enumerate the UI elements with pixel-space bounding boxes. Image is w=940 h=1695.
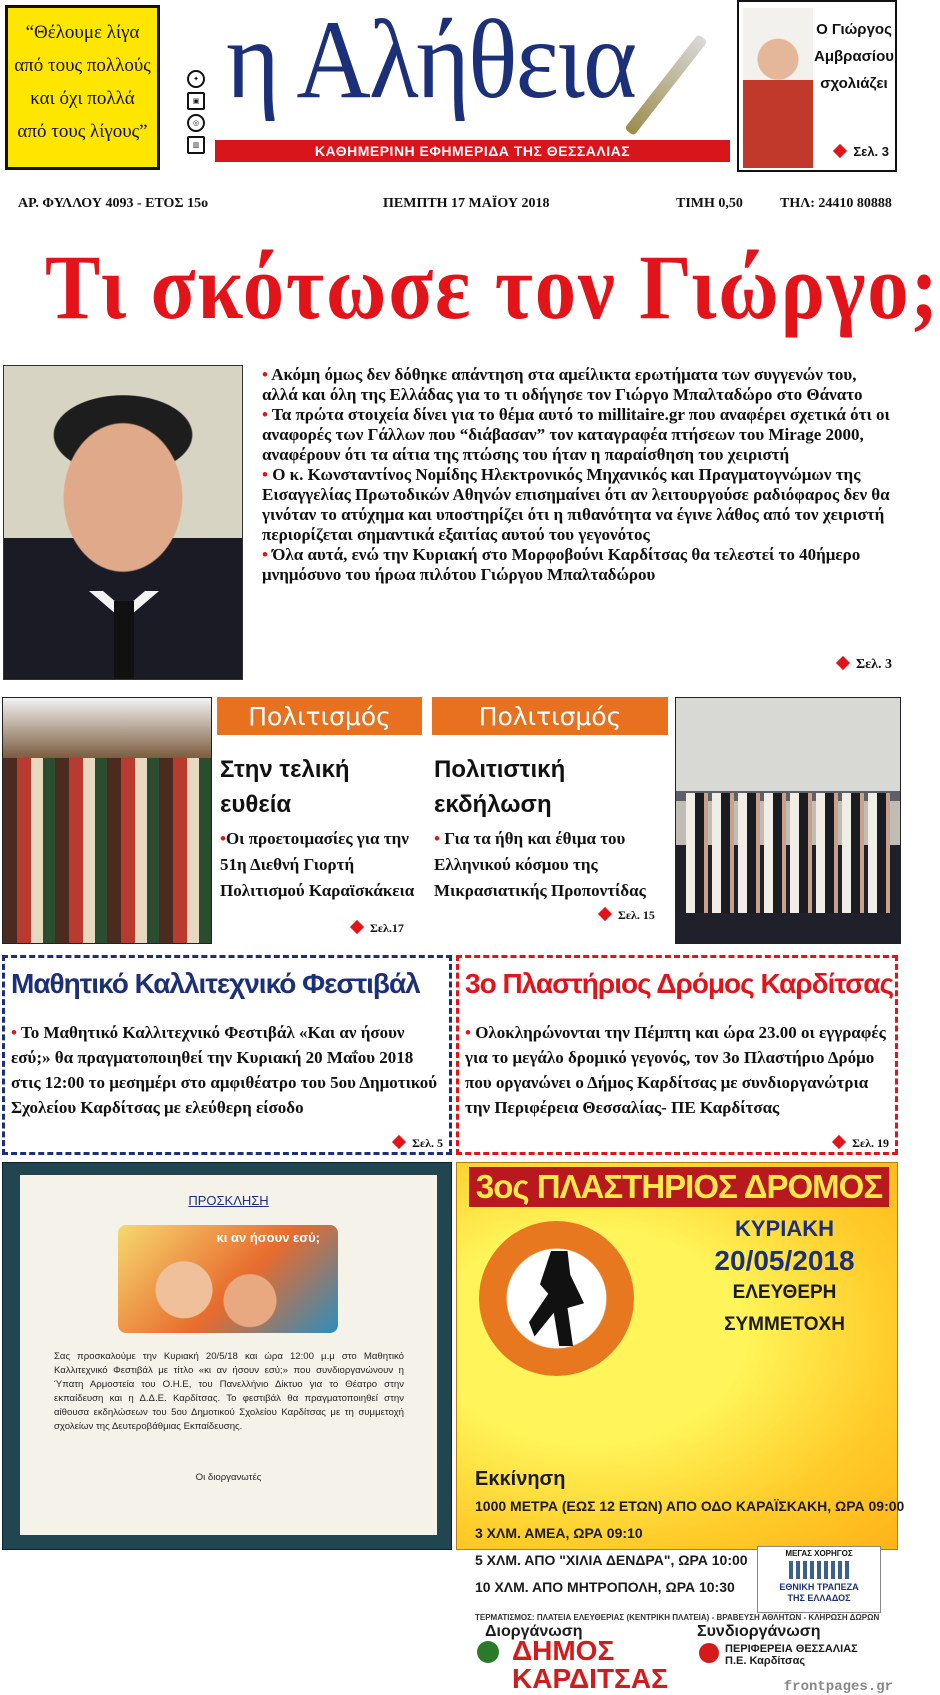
issue-date: ΠΕΜΠΤΗ 17 ΜΑΪΟΥ 2018 [383, 196, 550, 211]
festival-title: Μαθητικό Καλλιτεχνικό Φεστιβάλ [11, 968, 420, 999]
globe-icon: ◎ [187, 114, 205, 132]
festival-box[interactable] [2, 955, 452, 1155]
race-page-ref: Σελ. 19 [834, 1136, 889, 1151]
invitation-card [20, 1175, 437, 1535]
diamond-icon [392, 1135, 406, 1149]
masthead-subtitle: ΚΑΘΗΜΕΡΙΝΗ ΕΦΗΜΕΡΙΔΑ ΤΗΣ ΘΕΣΣΑΛΙΑΣ [215, 140, 730, 162]
main-story-bullets [262, 365, 892, 585]
culture-2-page-ref: Σελ. 15 [600, 908, 655, 923]
diamond-icon [350, 920, 364, 934]
culture-1-title[interactable]: Στην τελική ευθεία [220, 756, 350, 818]
folk-dancers-photo[interactable] [2, 697, 212, 944]
organizer-label: Διοργάνωση [485, 1623, 583, 1640]
bank-building-icon [789, 1561, 849, 1579]
section-tab-culture: Πολιτισμός [432, 697, 668, 735]
region-emblem-icon [699, 1643, 719, 1663]
race-poster[interactable] [456, 1162, 905, 1695]
main-story-page-ref: Σελ. 3 [838, 657, 892, 673]
quote-text: “Θέλουμε λίγα από τους πολλούς και όχι πολλά από τους λίγους” [14, 22, 151, 142]
municipality-emblem-icon [477, 1641, 499, 1663]
certification-icon: ▣ [187, 92, 205, 110]
bullet-item: • Ακόμη όμως δεν δόθηκε απάντηση στα αμείλικτα ερωτήματα των συγγενών του, αλλά και όλη της Ελλάδας για το τι οδήγησε τον Γιώργο Μπαλταδώρο στο Θάνατο [262, 365, 863, 404]
poster-title: 3ος ΠΛΑΣΤΗΡΙΟΣ ΔΡΟΜΟΣ [469, 1167, 889, 1207]
coorganizer-name: ΠΕΡΙΦΕΡΕΙΑ ΘΕΣΣΑΛΙΑΣ Π.Ε. Καρδίτσας [725, 1643, 858, 1667]
bullet-item: • Ο κ. Κωνσταντίνος Νομίδης Ηλεκτρονικός Μηχανικός και Πραγματογνώμων της Εισαγγελίας Πρωτοδικών Αθηνών επισημαίνει ότι αν λειτουργούσε ραδιόφαρος δεν θα γινόταν το ατύχημα και υποστηρίζει ότι η πιθανότητα να έγινε λάθος από τον χειριστή περιορίζεται σημαντικά εξαιτίας αυτού του γεγονότος [262, 465, 890, 544]
badge-column [185, 70, 207, 160]
main-headline[interactable]: Τι σκότωσε τον Γιώργο; [45, 236, 940, 338]
cultural-event-photo[interactable] [675, 697, 901, 944]
race-body: • Ολοκληρώνονται την Πέμπτη και ώρα 23.00 οι εγγραφές για το μεγάλο δρομικό γεγονός, τον 3ο Πλαστήριο Δρόμο που οργανώνει ο Δήμος Καρδίτσας με συνδιοργανώτρια την Περιφέρεια Θεσσαλίας- ΠΕ Καρδίτσας [465, 1023, 886, 1117]
festival-page-ref: Σελ. 5 [394, 1136, 443, 1151]
poster-routes: 1000 ΜΕΤΡΑ (ΕΩΣ 12 ΕΤΩΝ) ΑΠΟ ΟΔΟ ΚΑΡΑΪΣΚΑΚΗ, ΩΡΑ 09:00 3 ΧΛΜ. ΑΜΕΑ, ΩΡΑ 09:10 5 ΧΛΜ. ΑΠΟ "ΧΙΛΙΑ ΔΕΝΔΡΑ", ΩΡΑ 10:00 10 ΧΛΜ. ΑΠΟ ΜΗΤΡΟΠΟΛΗ, ΩΡΑ 10:30 [475, 1498, 905, 1595]
organizer-name: ΔΗΜΟΣ ΚΑΡΔΙΤΣΑΣ [512, 1635, 668, 1694]
diamond-icon [833, 144, 847, 158]
festival-artwork: κι αν ήσουν εσύ; [118, 1225, 338, 1333]
culture-1-body: •Οι προετοιμασίες για την 51η Διεθνή Γιορτή Πολιτισμού Καραϊσκάκεια [220, 829, 415, 900]
columnist-photo [743, 8, 813, 168]
culture-2-body: • Για τα ήθη και έθιμα του Ελληνικού κόσμου της Μικρασιατικής Προποντίδας [434, 829, 646, 900]
section-tab-culture: Πολιτισμός [217, 697, 422, 735]
runner-logo [479, 1221, 634, 1376]
diamond-icon [832, 1135, 846, 1149]
seal-icon: ✦ [187, 70, 205, 88]
culture-1-page-ref: Σελ.17 [352, 921, 404, 936]
masthead [215, 0, 735, 159]
race-box[interactable] [456, 955, 898, 1155]
main-story-photo[interactable] [3, 365, 243, 680]
columnist-page-ref: Σελ. 3 [835, 144, 889, 159]
sponsor-box: ΜΕΓΑΣ ΧΟΡΗΓΟΣ ΕΘΝΙΚΗ ΤΡΑΠΕΖΑ ΤΗΣ ΕΛΛΑΔΟΣ [757, 1546, 881, 1613]
diamond-icon [598, 907, 612, 921]
culture-2-title[interactable]: Πολιτιστική εκδήλωση [434, 756, 566, 818]
invitation-header: ΠΡΟΣΚΛΗΣΗ [188, 1193, 269, 1208]
poster-finish: ΤΕΡΜΑΤΙΣΜΟΣ: ΠΛΑΤΕΙΑ ΕΛΕΥΘΕΡΙΑΣ (ΚΕΝΤΡΙΚΗ ΠΛΑΤΕΙΑ) - ΒΡΑΒΕΥΣΗ ΑΘΛΗΤΩΝ - ΚΛΗΡΩΣΗ ΔΩΡΩΝ [475, 1613, 880, 1622]
phone-number: ΤΗΛ: 24410 80888 [780, 196, 892, 211]
diamond-icon [836, 656, 850, 670]
quote-box [5, 5, 160, 170]
invitation-signature: Οι διοργανωτές [195, 1472, 262, 1483]
barcode-icon: ▥ [187, 136, 205, 154]
festival-body: • Το Μαθητικό Καλλιτεχνικό Φεστιβάλ «Και αν ήσουν εσύ;» θα πραγματοποιηθεί την Κυριακή 20 Μαΐου 2018 στις 12:00 το μεσημέρι στο αμφιθέατρο του 5ου Δημοτικού Σχολείου Καρδίτσας με ελεύθερη είσοδο [11, 1023, 438, 1117]
bullet-item: • Τα πρώτα στοιχεία δίνει για το θέμα αυτό το millitaire.gr που αναφέρει σχετικά ότι οι αναφορές των Γάλλων που “διάβασαν” τον καταγραφέα πτήσεων του Mirage 2000, αναφέρουν ότι τα αίτια της πτώσης του ήταν η παραίσθηση του χειριστή [262, 405, 890, 464]
columnist-box[interactable] [737, 0, 897, 172]
bullet-item: • Όλα αυτά, ενώ την Κυριακή στο Μορφοβούνι Καρδίτσας θα τελεστεί το 40ήμερο μνημόσυνο του ήρωα πιλότου Γιώργου Μπαλταδώρου [262, 545, 861, 584]
invitation-body: Σας προσκαλούμε την Κυριακή 20/5/18 και ώρα 12:00 μ.μ στο Μαθητικό Καλλιτεχνικό Φεστιβάλ με τίτλο «κι αν ήσουν εσύ;» που συνδιοργανώνουν η Ύπατη Αρμοστεία του Ο.Η.Ε, του Πανελλήνιο Δίκτυο για το Θέατρο στην εκπαίδευση και η Δ.Δ.Ε. Καρδίτσας. Το φεστιβάλ θα πραγματοποιηθεί στην αίθουσα εκδηλώσεων του 5ου Δημοτικού Σχολείου Καρδίτσας με τη συμμετοχή σχολείων της Δευτεροβάθμιας Εκπαίδευσης. [54, 1351, 404, 1432]
poster-date-block: ΚΥΡΙΑΚΗ 20/05/2018 ΕΛΕΥΘΕΡΗ ΣΥΜΜΕΤΟΧΗ [714, 1216, 855, 1335]
newspaper-logo: η Αλήθεια [226, 0, 636, 122]
race-title: 3ο Πλαστήριος Δρόμος Καρδίτσας [465, 968, 894, 999]
issue-number: ΑΡ. ΦΥΛΛΟΥ 4093 - ΕΤΟΣ 15ο [18, 196, 209, 211]
coorganizer-label: Συνδιοργάνωση [697, 1623, 821, 1640]
poster-start-label: Εκκίνηση [475, 1468, 566, 1490]
watermark: frontpages.gr [783, 1679, 893, 1695]
columnist-caption: Ο Γιώργος Αμβρασίου σχολιάζει [814, 21, 894, 92]
invitation-ad[interactable] [2, 1162, 452, 1550]
issue-price: ΤΙΜΗ 0,50 [676, 196, 743, 211]
